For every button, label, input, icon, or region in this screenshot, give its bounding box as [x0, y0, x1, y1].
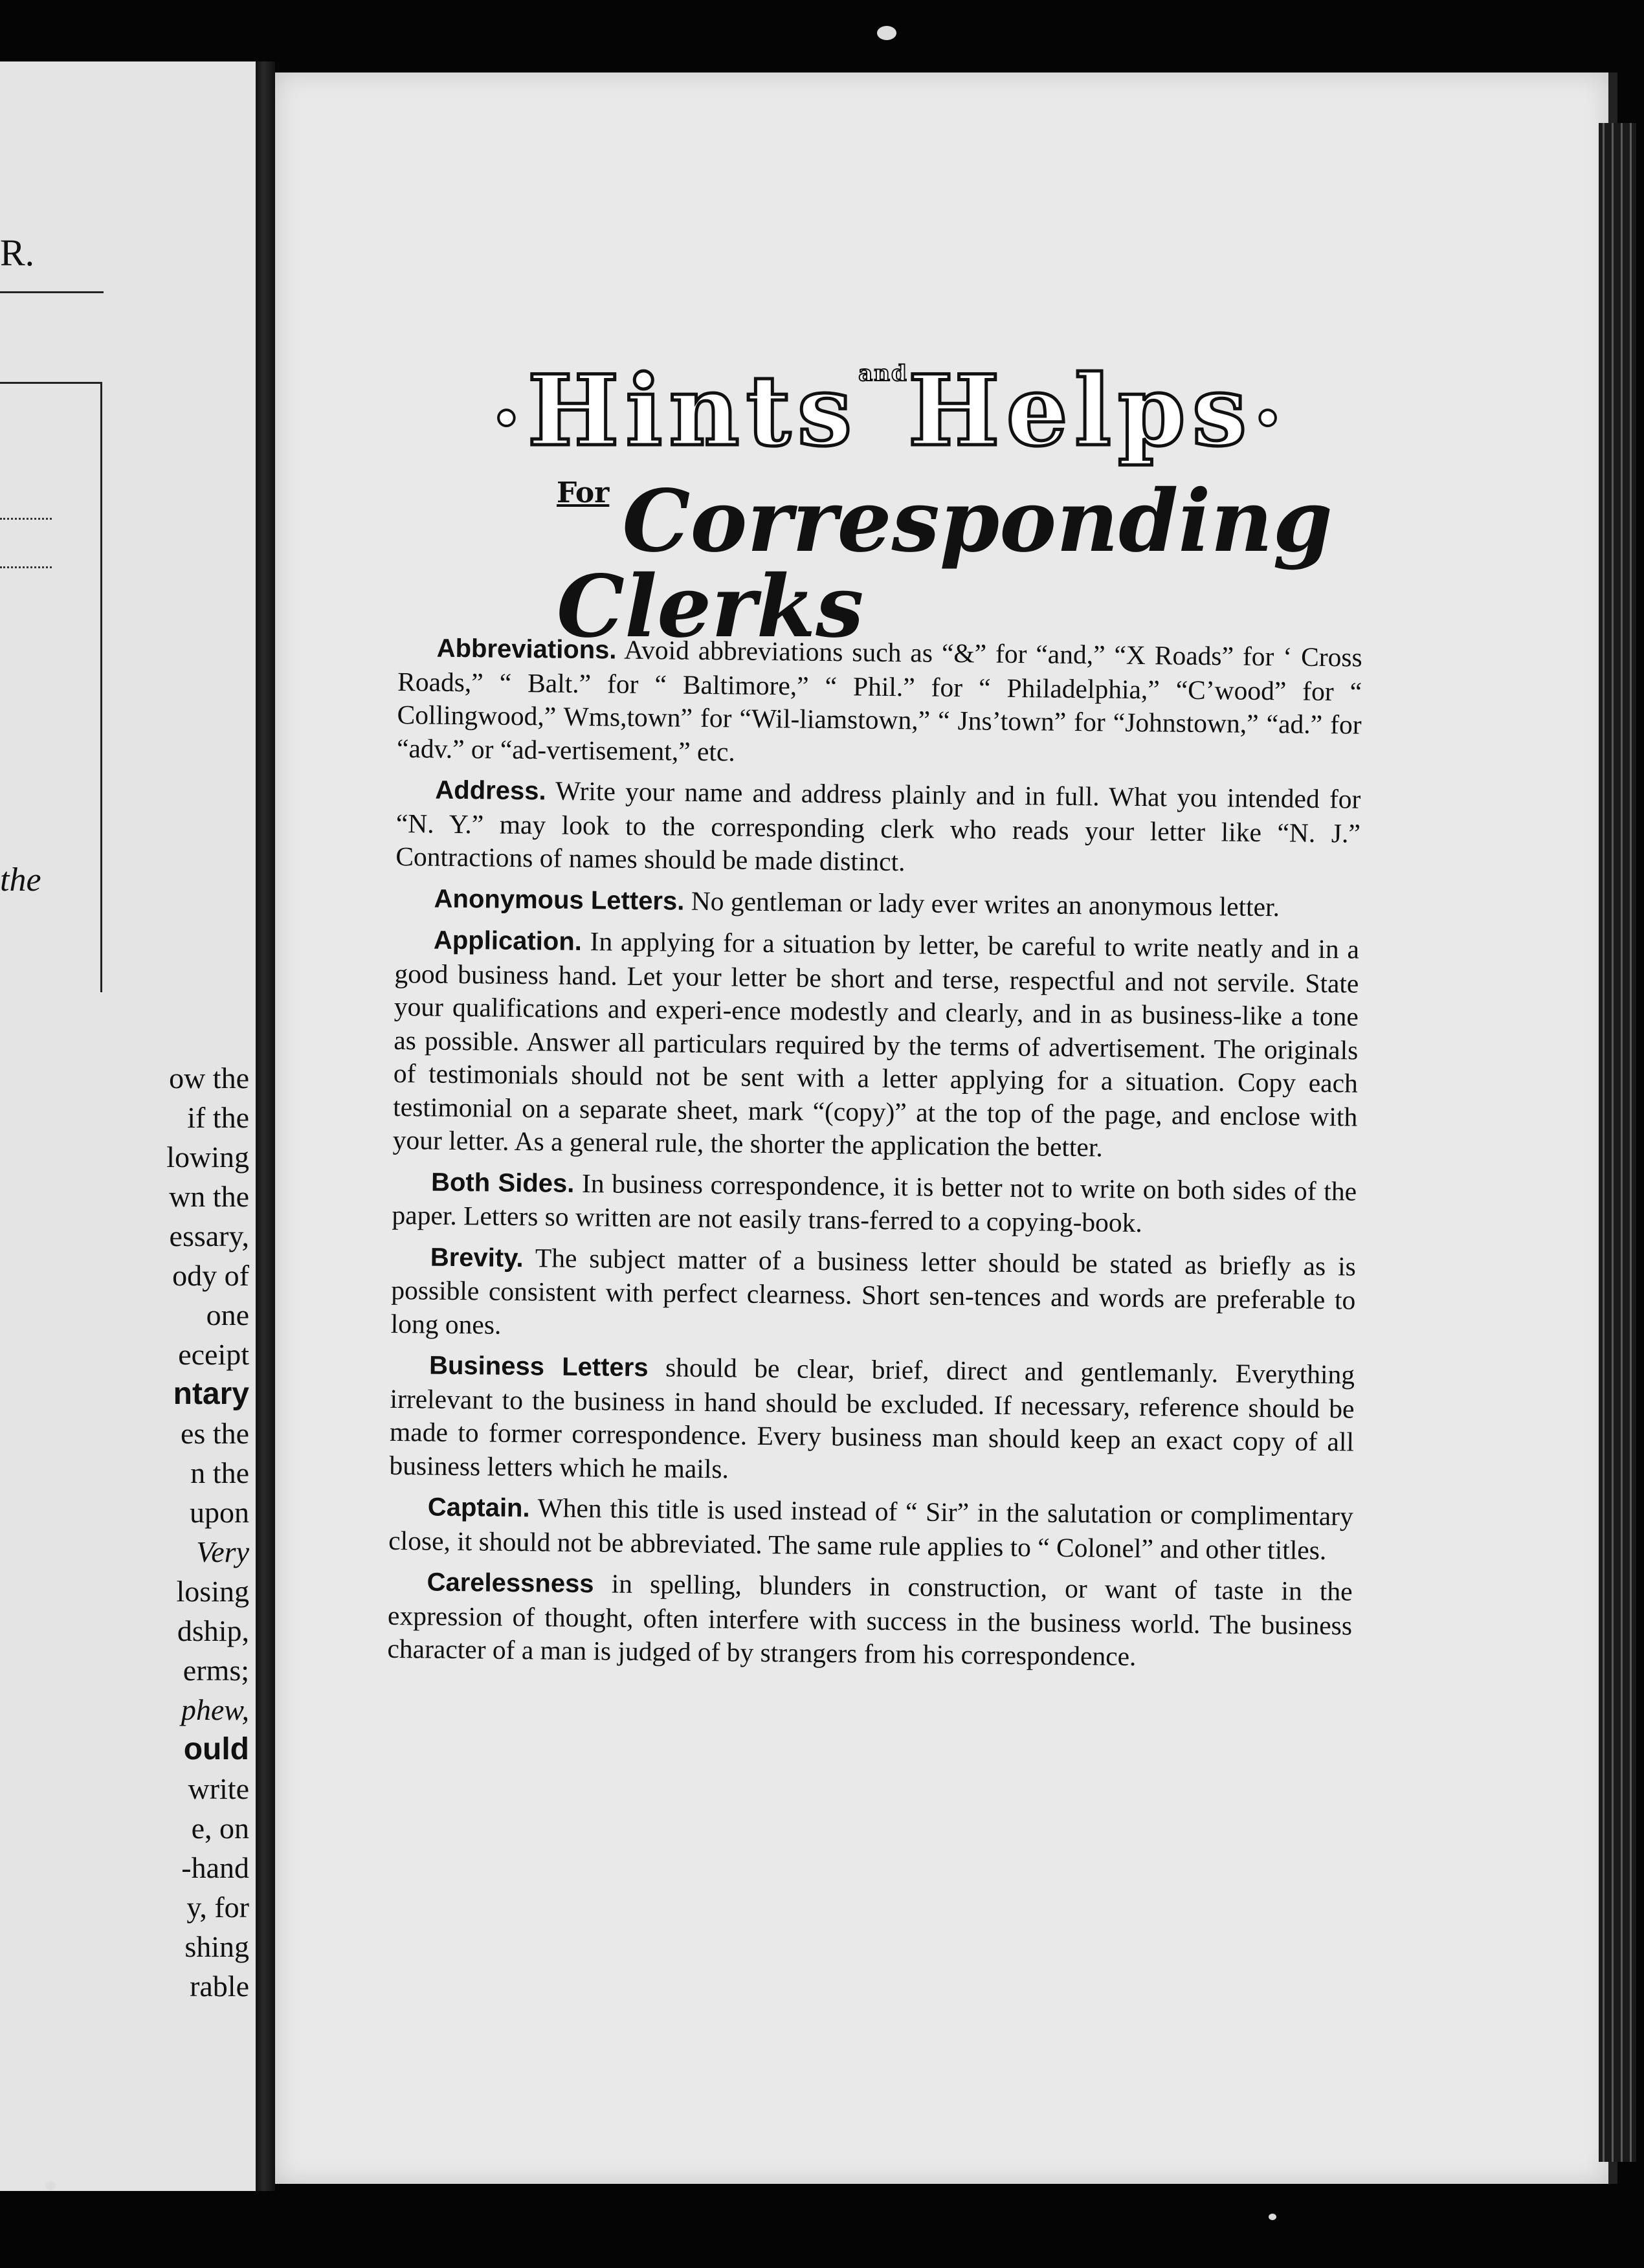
- entry-both-sides: [392, 1164, 1357, 1242]
- left-line: y, for: [186, 1891, 249, 1924]
- scan-speck: [877, 26, 896, 40]
- entry-brevity: [391, 1240, 1357, 1350]
- entry-term: Captain.: [427, 1493, 530, 1523]
- left-page-dotted-line-2: [0, 566, 52, 568]
- title-ornament-dot: •: [1253, 392, 1289, 447]
- entry-text: Avoid abbreviations such as “&” for “and,” “X Roads” for ‘ Cross Roads,” “ Balt.” for “ Baltimore,” “ Phil.” for “ Philadelphia,” “C’wood” for “ Collingwood,” Wms,town” for “Wil-liamstown,” “ Jns’town” for “Johnstown,” “ad.” for “adv.” or “ad-vertisement,” etc.: [396, 634, 1362, 766]
- scan-speck: [1269, 2214, 1276, 2220]
- left-line: rable: [190, 1970, 249, 2003]
- entry-term: Anonymous Letters.: [434, 884, 685, 916]
- entry-text: The subject matter of a business letter should be stated as briefly as is possible consistent with perfect clearness. Short sen-tences and words are preferable to long ones.: [390, 1242, 1357, 1340]
- subtitle-text: Corresponding Clerks: [557, 471, 1333, 657]
- book-spine: [256, 61, 275, 2191]
- entry-text: In applying for a situation by letter, be careful to write neatly and in a good business hand. Let your letter be short and terse, respectful and not servile. State your qualifications and experi-ence modestly and clearly, and in as business-like a tone as possible. Answer all particulars required by the terms of advertisement. The originals of testimonials should not be sent with a letter applying for a situation. Copy each testimonial on a separate sheet, mark “(copy)” at the top of the page, and enclose with your letter. As a general rule, the shorter the application the better.: [392, 926, 1360, 1162]
- left-page-column-fragment: [3, 1058, 249, 2006]
- left-line: -hand: [181, 1851, 249, 1884]
- left-line: n the: [190, 1456, 249, 1489]
- scan-speck: [45, 2181, 56, 2190]
- left-line: Very: [196, 1535, 249, 1568]
- left-line: eceipt: [178, 1338, 249, 1371]
- left-line: wn the: [169, 1180, 249, 1213]
- left-line: erms;: [183, 1654, 249, 1687]
- entry-term: Brevity.: [430, 1243, 524, 1273]
- left-line: if the: [187, 1101, 249, 1134]
- entry-address: [395, 773, 1361, 884]
- left-page-dotted-line-1: [0, 518, 52, 520]
- entry-text: No gentleman or lady ever writes an anonymous letter.: [691, 885, 1280, 922]
- entry-term: Business Letters: [428, 1351, 649, 1383]
- left-line: upon: [190, 1496, 249, 1529]
- entry-anonymous-letters: [395, 881, 1359, 925]
- left-page-fragment-top: R.: [0, 232, 35, 274]
- entry-term: Both Sides.: [430, 1168, 575, 1198]
- title-ornament-dot: •: [492, 392, 528, 447]
- entry-term: Carelessness: [427, 1568, 594, 1599]
- left-line: ould: [183, 1732, 249, 1766]
- title-conjunction: and: [858, 361, 908, 386]
- left-line: one: [206, 1298, 249, 1331]
- entry-term: Address.: [435, 775, 546, 806]
- entry-carelessness: [387, 1565, 1353, 1676]
- entry-term: Application.: [433, 926, 583, 956]
- left-line: lowing: [166, 1140, 249, 1173]
- entry-text: When this title is used instead of “ Sir” in the salutation or complimentary close, it should not be abbreviated. The same rule applies to “ Colonel” and other titles.: [388, 1493, 1354, 1565]
- left-facing-page: [0, 61, 260, 2191]
- entry-text: Write your name and address plainly and in full. What you intended for “N. Y.” may look to the corresponding clerk who reads your letter like “N. J.” Contractions of names should be made distinct.: [395, 775, 1361, 877]
- page-subtitle: [557, 471, 1333, 657]
- left-line: essary,: [169, 1219, 249, 1252]
- entry-abbreviations: [397, 631, 1362, 775]
- left-line: ody of: [172, 1259, 249, 1292]
- left-line: ow the: [169, 1062, 249, 1095]
- entry-business-letters: [389, 1348, 1355, 1493]
- entries-body: [387, 631, 1362, 1684]
- left-line: es the: [180, 1417, 249, 1450]
- left-line: losing: [176, 1575, 249, 1608]
- left-line: phew,: [181, 1693, 249, 1726]
- left-line: ntary: [173, 1377, 249, 1411]
- left-page-box-edge: [0, 382, 102, 992]
- entry-application: [392, 923, 1359, 1167]
- title-word-helps: Helps: [907, 354, 1254, 468]
- left-page-italic-fragment: the: [0, 862, 41, 898]
- entry-text: should be clear, brief, direct and gentlemanly. Everything irrelevant to the business in hand should be excluded. If necessary, reference should be made to former correspondence. Every business man should keep an exact copy of all business letters which he mails.: [389, 1352, 1355, 1484]
- entry-captain: [388, 1490, 1353, 1568]
- left-line: shing: [184, 1930, 249, 1963]
- left-line: write: [188, 1772, 249, 1805]
- subtitle-for: For: [557, 476, 610, 509]
- page-title: [492, 354, 1289, 468]
- page-edges: [1599, 123, 1636, 2162]
- entry-text: in spelling, blunders in construction, or want of taste in the expression of thought, often interfere with success in the business world. The business character of a man is judged of by strangers from his correspondence.: [387, 1568, 1353, 1672]
- title-word-hints: Hints: [527, 354, 859, 468]
- left-line: dship,: [177, 1614, 249, 1647]
- entry-term: Abbreviations.: [436, 634, 617, 665]
- left-page-rule: [0, 291, 104, 293]
- left-line: e, on: [191, 1812, 249, 1845]
- entry-text: In business correspondence, it is better not to write on both sides of the paper. Letters so written are not easily trans-ferred to a copying-book.: [392, 1168, 1357, 1238]
